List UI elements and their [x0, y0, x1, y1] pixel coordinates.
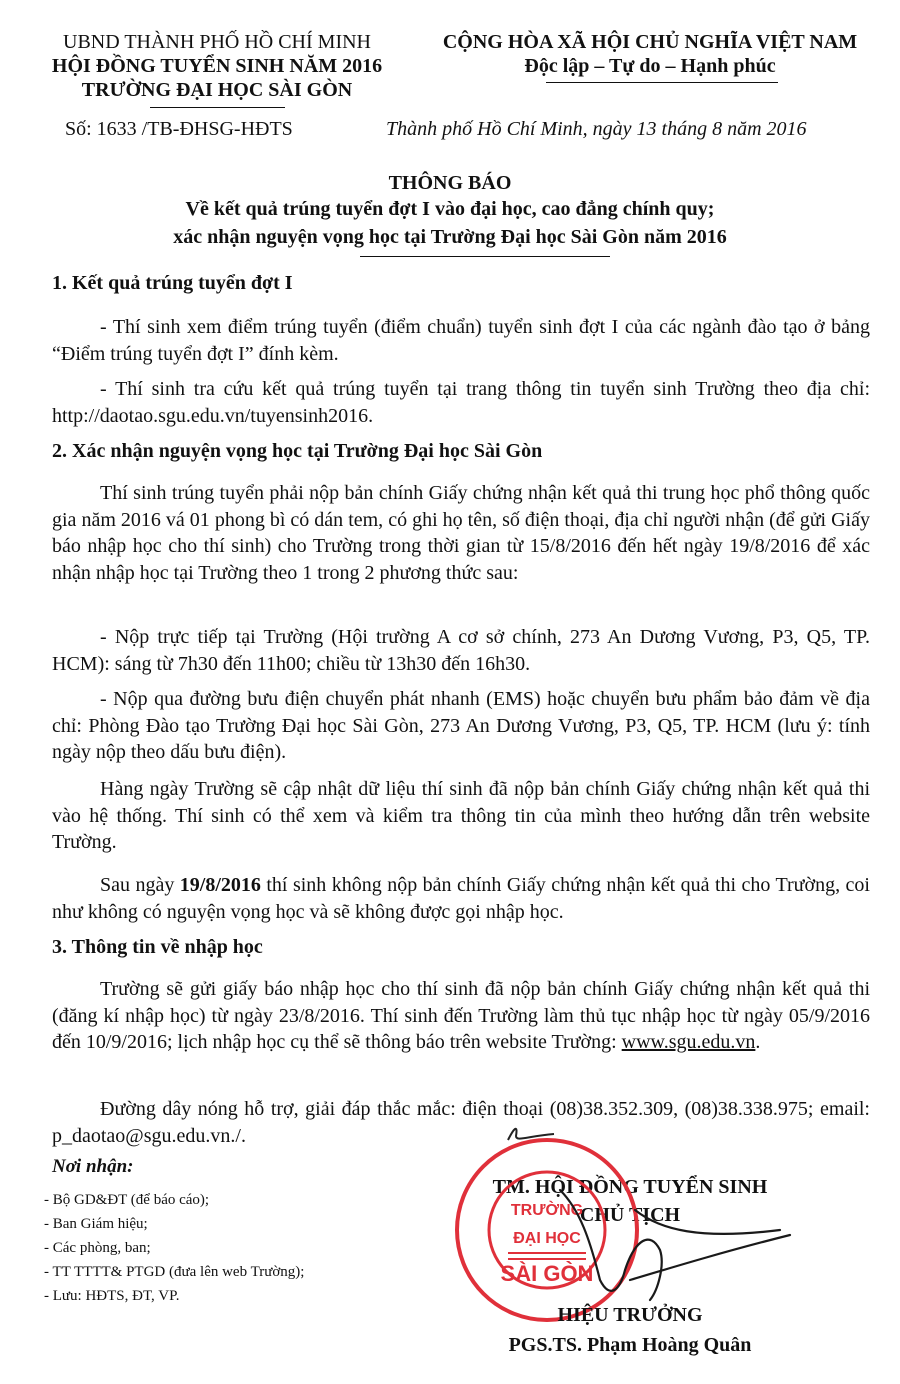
- recipient-item: - Lưu: HĐTS, ĐT, VP.: [44, 1288, 180, 1304]
- seal-text-top: TRƯỜNG: [510, 1202, 584, 1219]
- seal-text-mid: ĐẠI HỌC: [513, 1230, 581, 1247]
- section-2-paragraph-3: - Nộp qua đường bưu điện chuyển phát nhanh (EMS) hoặc chuyển bưu phẩm bảo đảm về địa chỉ: Phòng Đào tạo Trường Đại học Sài Gòn, 273 An Dương Vương, P3, Q5, TP. HCM (lưu ý: tính ngày nộp theo dấu bưu điện).: [52, 688, 870, 763]
- section-2-paragraph-1: Thí sinh trúng tuyển phải nộp bản chính Giấy chứng nhận kết quả thi trung học phổ thông quốc gia năm 2016 vá 01 phong bì có dán tem, có ghi họ tên, số điện thoại, địa chỉ người nhận (để gửi Giấy báo nhập học cho thí sinh) cho Trường trong thời gian từ 15/8/2016 đến hết ngày 19/8/2016 để xác nhận nhập học tại Trường theo 1 trong 2 phương thức sau:: [52, 482, 870, 584]
- reference-number: Số: 1633 /TB-ĐHSG-HĐTS: [65, 118, 293, 140]
- deadline-date: 19/8/2016: [179, 874, 261, 896]
- issuer-school: TRƯỜNG ĐẠI HỌC SÀI GÒN: [81, 79, 353, 101]
- website-link[interactable]: www.sgu.edu.vn: [621, 1031, 756, 1053]
- section-2-paragraph-2: - Nộp trực tiếp tại Trường (Hội trường A cơ sở chính, 273 An Dương Vương, P3, Q5, TP. HCM): sáng từ 7h30 đến 11h00; chiều từ 13h30 đến 16h30.: [52, 626, 870, 675]
- national-motto: Độc lập – Tự do – Hạnh phúc: [524, 55, 776, 77]
- title-underline: [360, 256, 610, 257]
- document-subtitle-1: Về kết quả trúng tuyển đợt I vào đại học, cao đẳng chính quy;: [185, 198, 715, 220]
- recipient-item: - Ban Giám hiệu;: [44, 1216, 148, 1232]
- signature-role: CHỦ TỊCH: [579, 1204, 681, 1226]
- signer-name: PGS.TS. Phạm Hoàng Quân: [508, 1334, 752, 1356]
- section-1-heading: 1. Kết quả trúng tuyển đợt I: [52, 272, 293, 294]
- motto-underline: [546, 82, 778, 83]
- issuer-block: [22, 30, 412, 102]
- section-3-heading: 3. Thông tin về nhập học: [52, 936, 263, 958]
- signature-title: TM. HỘI ĐỒNG TUYỂN SINH: [492, 1176, 768, 1198]
- recipient-item: - Bộ GD&ĐT (để báo cáo);: [44, 1192, 210, 1208]
- national-motto-block: [420, 30, 880, 78]
- seal-text-bottom: SÀI GÒN: [500, 1261, 594, 1286]
- section-2-paragraph-4: Hàng ngày Trường sẽ cập nhật dữ liệu thí sinh đã nộp bản chính Giấy chứng nhận kết quả thi vào hệ thống. Thí sinh có thể xem và kiểm tra thông tin của mình theo hướng dẫn trên website Trường.: [52, 778, 870, 853]
- section-3-paragraph-2: Đường dây nóng hỗ trợ, giải đáp thắc mắc: điện thoại (08)38.352.309, (08)38.338.975; email: p_daotao@sgu.edu.vn./.: [52, 1098, 870, 1147]
- handwritten-signature-icon: [540, 1170, 800, 1320]
- recipients-list: [44, 1190, 304, 1310]
- place-date: Thành phố Hồ Chí Minh, ngày 13 tháng 8 năm 2016: [386, 118, 807, 140]
- recipients-heading: Nơi nhận:: [52, 1156, 134, 1177]
- issuer-council: HỘI ĐỒNG TUYỂN SINH NĂM 2016: [51, 55, 383, 77]
- section-1-paragraph-2: - Thí sinh tra cứu kết quả trúng tuyển tại trang thông tin tuyển sinh Trường theo địa chỉ: http://daotao.sgu.edu.vn/tuyensinh2016.: [52, 378, 870, 427]
- issuer-city: UBND THÀNH PHỐ HỒ CHÍ MINH: [63, 31, 371, 53]
- section-3-paragraph-1: Trường sẽ gửi giấy báo nhập học cho thí sinh đã nộp bản chính Giấy chứng nhận kết quả thi (đăng kí nhập học) từ ngày 23/8/2016. Thí sinh đến Trường làm thủ tục nhập học từ ngày 05/9/2016 đến 10/9/2016; lịch nhập học cụ thể sẽ thông báo trên website Trường: www.sgu.edu.vn.: [52, 978, 870, 1053]
- signer-position: HIỆU TRƯỞNG: [557, 1304, 703, 1326]
- issuer-underline: [150, 107, 285, 108]
- recipient-item: - TT TTTT& PTGD (đưa lên web Trường);: [44, 1264, 305, 1280]
- section-1-paragraph-1: - Thí sinh xem điểm trúng tuyển (điểm chuẩn) tuyển sinh đợt I của các ngành đào tạo ở bảng “Điểm trúng tuyển đợt I” đính kèm.: [52, 316, 870, 365]
- document-subtitle-2: xác nhận nguyện vọng học tại Trường Đại học Sài Gòn năm 2016: [173, 226, 727, 248]
- national-name: CỘNG HÒA XÃ HỘI CHỦ NGHĨA VIỆT NAM: [442, 31, 858, 53]
- recipient-item: - Các phòng, ban;: [44, 1240, 151, 1256]
- section-2-heading: 2. Xác nhận nguyện vọng học tại Trường Đại học Sài Gòn: [52, 440, 543, 462]
- document-title: THÔNG BÁO: [388, 172, 512, 194]
- section-2-paragraph-5: Sau ngày 19/8/2016 thí sinh không nộp bản chính Giấy chứng nhận kết quả thi cho Trường, coi như không có nguyện vọng học và sẽ không được gọi nhập học.: [52, 874, 870, 923]
